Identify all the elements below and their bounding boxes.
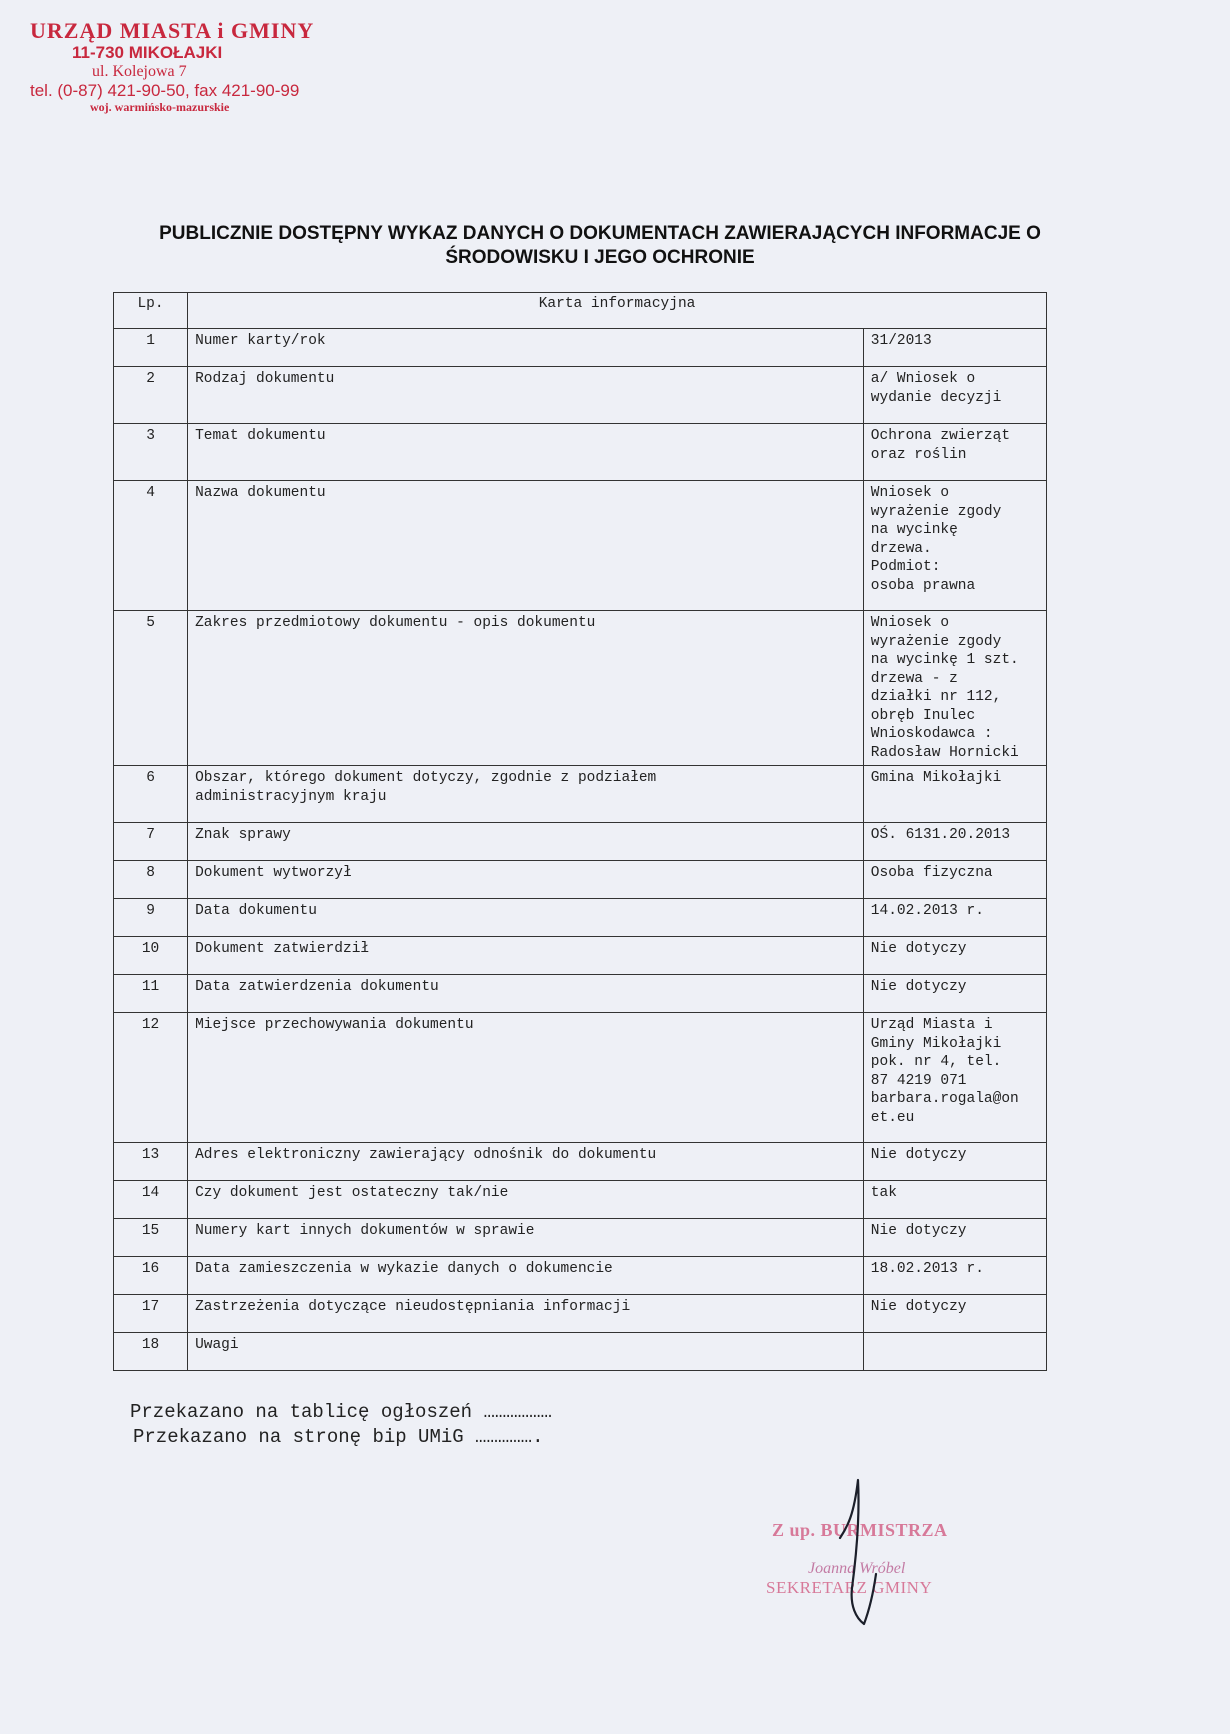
table-body <box>114 329 1047 1371</box>
stamp-authorization: Z up. BURMISTRZA <box>772 1520 948 1540</box>
row-value: Ochrona zwierząt oraz roślin <box>863 424 1046 481</box>
table-row <box>114 1013 1047 1143</box>
row-number: 15 <box>114 1219 188 1257</box>
row-number: 14 <box>114 1181 188 1219</box>
row-value: 14.02.2013 r. <box>863 899 1046 937</box>
row-label: Numery kart innych dokumentów w sprawie <box>188 1219 864 1257</box>
row-number: 3 <box>114 424 188 481</box>
stamp-signer-role: SEKRETARZ GMINY <box>766 1578 933 1597</box>
row-label: Data dokumentu <box>188 899 864 937</box>
row-number: 5 <box>114 611 188 766</box>
stamp-signer-name: Joanna Wróbel <box>808 1560 906 1577</box>
row-label: Znak sprawy <box>188 823 864 861</box>
table-row <box>114 611 1047 766</box>
row-label: Data zamieszczenia w wykazie danych o dokumencie <box>188 1257 864 1295</box>
row-number: 9 <box>114 899 188 937</box>
row-label: Czy dokument jest ostateczny tak/nie <box>188 1181 864 1219</box>
table-row <box>114 1257 1047 1295</box>
row-value <box>863 1333 1046 1371</box>
row-value: 31/2013 <box>863 329 1046 367</box>
signature-stamp <box>760 1478 1020 1628</box>
table-row <box>114 766 1047 823</box>
stamp-org-name: URZĄD MIASTA i GMINY <box>30 18 315 43</box>
row-label: Zastrzeżenia dotyczące nieudostępniania informacji <box>188 1295 864 1333</box>
footer-line-bip: Przekazano na stronę bip UMiG ……………. <box>133 1426 544 1448</box>
table-row <box>114 481 1047 611</box>
row-value: Nie dotyczy <box>863 1143 1046 1181</box>
row-label: Adres elektroniczny zawierający odnośnik do dokumentu <box>188 1143 864 1181</box>
row-value: Nie dotyczy <box>863 975 1046 1013</box>
row-number: 7 <box>114 823 188 861</box>
header-lp: Lp. <box>114 293 188 329</box>
row-label: Nazwa dokumentu <box>188 481 864 611</box>
row-number: 4 <box>114 481 188 611</box>
document-title <box>100 222 1100 271</box>
footer-line-notice-board: Przekazano na tablicę ogłoszeń ……………… <box>130 1401 552 1423</box>
row-value: 18.02.2013 r. <box>863 1257 1046 1295</box>
row-value: Gmina Mikołajki <box>863 766 1046 823</box>
table-row <box>114 937 1047 975</box>
row-number: 1 <box>114 329 188 367</box>
row-value: Urząd Miasta i Gminy Mikołajki pok. nr 4, tel. 87 4219 071 barbara.rogala@on et.eu <box>863 1013 1046 1143</box>
row-value: Wniosek o wyrażenie zgody na wycinkę drzewa. Podmiot: osoba prawna <box>863 481 1046 611</box>
table-row <box>114 329 1047 367</box>
row-label: Data zatwierdzenia dokumentu <box>188 975 864 1013</box>
row-number: 6 <box>114 766 188 823</box>
row-label: Miejsce przechowywania dokumentu <box>188 1013 864 1143</box>
row-number: 2 <box>114 367 188 424</box>
stamp-street: ul. Kolejowa 7 <box>92 62 187 80</box>
table-row <box>114 975 1047 1013</box>
row-number: 11 <box>114 975 188 1013</box>
table-row <box>114 1143 1047 1181</box>
row-label: Obszar, którego dokument dotyczy, zgodnie z podziałem administracyjnym kraju <box>188 766 864 823</box>
row-value: Wniosek o wyrażenie zgody na wycinkę 1 szt. drzewa - z działki nr 112, obręb Inulec Wnioskodawca : Radosław Hornicki <box>863 611 1046 766</box>
row-number: 10 <box>114 937 188 975</box>
row-number: 17 <box>114 1295 188 1333</box>
row-label: Dokument zatwierdził <box>188 937 864 975</box>
information-card-table <box>113 292 1047 1371</box>
table-row <box>114 823 1047 861</box>
row-label: Zakres przedmiotowy dokumentu - opis dokumentu <box>188 611 864 766</box>
table-row <box>114 1333 1047 1371</box>
row-value: Nie dotyczy <box>863 1295 1046 1333</box>
row-value: OŚ. 6131.20.2013 <box>863 823 1046 861</box>
stamp-phone: tel. (0-87) 421-90-50, fax 421-90-99 <box>30 81 300 101</box>
row-value: tak <box>863 1181 1046 1219</box>
table-header-row <box>114 293 1047 329</box>
row-value: Osoba fizyczna <box>863 861 1046 899</box>
row-value: a/ Wniosek o wydanie decyzji <box>863 367 1046 424</box>
row-label: Uwagi <box>188 1333 864 1371</box>
document-title-line2: ŚRODOWISKU I JEGO OCHRONIE <box>445 247 755 269</box>
handwritten-signature-icon <box>830 1478 910 1628</box>
row-value: Nie dotyczy <box>863 937 1046 975</box>
row-number: 16 <box>114 1257 188 1295</box>
row-label: Dokument wytworzył <box>188 861 864 899</box>
row-number: 18 <box>114 1333 188 1371</box>
table-row <box>114 1219 1047 1257</box>
row-number: 12 <box>114 1013 188 1143</box>
document-title-line1: PUBLICZNIE DOSTĘPNY WYKAZ DANYCH O DOKUMENTACH ZAWIERAJĄCYCH INFORMACJE O <box>159 223 1041 244</box>
row-number: 13 <box>114 1143 188 1181</box>
office-header-stamp <box>30 18 370 115</box>
table-row <box>114 1295 1047 1333</box>
row-label: Temat dokumentu <box>188 424 864 481</box>
table-row <box>114 861 1047 899</box>
stamp-region: woj. warmińsko-mazurskie <box>90 99 230 114</box>
table-row <box>114 1181 1047 1219</box>
row-label: Numer karty/rok <box>188 329 864 367</box>
row-value: Nie dotyczy <box>863 1219 1046 1257</box>
table-row <box>114 367 1047 424</box>
row-label: Rodzaj dokumentu <box>188 367 864 424</box>
header-karta-informacyjna: Karta informacyjna <box>188 293 1047 329</box>
footer-notes <box>130 1400 552 1450</box>
row-number: 8 <box>114 861 188 899</box>
table-row <box>114 424 1047 481</box>
table-row <box>114 899 1047 937</box>
stamp-postal-code: 11-730 MIKOŁAJKI <box>72 43 223 63</box>
